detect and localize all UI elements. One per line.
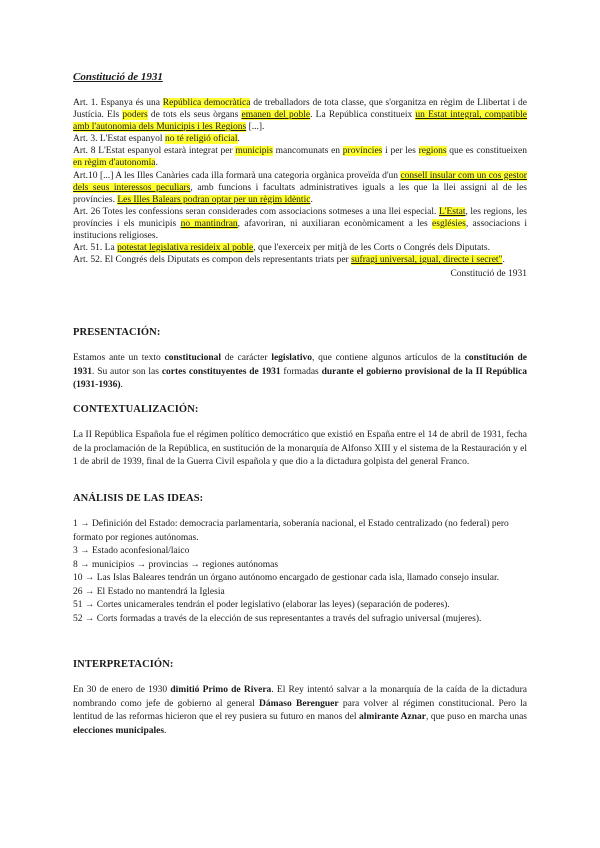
list-item: 8 → municipios → provincias → regiones autónomas [73,559,279,570]
body-text: formadas [280,366,322,377]
highlight: emanen del poble [241,110,311,121]
body-text: . [164,725,167,736]
highlight: República democràtica [162,98,251,108]
body-text: . Su autor son las [92,366,162,377]
article-text: Art. 51. La [73,243,118,254]
article-text: de treballadors de tota classe, que s'organitza en règim de Llibertat i de Justícia. Els [73,98,527,121]
document-title: Constitució de 1931 [73,71,163,83]
article-text: Art.10 [...] A les Illes Canàries cada illa formarà una categoria orgànica proveïda d'un [73,170,401,181]
bold-term: constitucional [164,353,222,363]
article-text: , afavoriran, ni auxiliaran econòmicament a les [237,218,433,229]
article-text: . [310,194,313,205]
article-text: , associacions i institucions religioses. [73,218,527,242]
bold-term: elecciones municipales [73,725,165,736]
list-item: 26 → El Estado no mantendrá la Iglesia [73,586,225,597]
bold-term: almirante Aznar [359,712,426,722]
highlight: poders [122,110,148,121]
highlight: L'Estat [438,206,466,217]
constitution-excerpt [73,97,527,280]
interpretation-section [73,684,527,738]
body-text: de carácter [221,353,272,363]
article-text: Art. 3. L'Estat espanyol [73,134,165,145]
list-item: 52 → Corts formadas a través de la elección de sus representantes a través del sufragio universal (mujeres). [73,613,482,624]
article-text: . [155,158,158,169]
bold-term: durante el gobierno provisional de la II República (1931-1936) [73,366,527,390]
body-text: . [120,380,123,390]
highlight: sufragi universal, igual, directe i secret" [351,255,503,266]
article-3 [73,133,527,145]
article-text: Art. 1. Espanya és una [73,98,163,108]
article-10 [73,170,527,206]
contextualization-heading: CONTEXTUALIZACIÓN: [73,404,199,415]
article-text: de tots els seus òrgans [147,110,242,121]
excerpt-source: Constitució de 1931 [450,269,527,280]
body-text: , que puso en marcha unas [425,712,527,722]
analysis-heading: ANÁLISIS DE LAS IDEAS: [73,493,204,504]
bold-term: Dámaso Berenguer [259,698,339,709]
interpretation-paragraph [73,684,527,738]
body-text: para volver al régimen constitucional. Pero la lentitud de las reformas hicieron que el rey pusiera su futuro en manos del [73,698,527,722]
bold-term: cortes constituyentes de 1931 [161,366,281,377]
article-1 [73,97,527,133]
article-text: . [237,134,240,145]
article-8 [73,145,527,169]
interpretation-heading: INTERPRETACIÓN: [73,659,174,670]
body-text: . El Rey intentó salvar a la monarquía de la caída de la dictadura nombrando como jefe de gobierno al general [73,685,527,709]
article-text: [...]. [246,122,265,133]
analysis-list [73,518,527,626]
article-text: . [502,255,505,266]
article-text: Art. 8 L'Estat espanyol estarà integrat per [73,146,236,157]
article-text: , les regions, les províncies i els municipis [73,206,527,229]
article-text: . La República constitueix [310,110,416,121]
highlight: Les Illes Balears podran optar per un règim idèntic [117,194,311,205]
bold-term: constitución de 1931 [73,353,527,377]
presentation-paragraph [73,352,527,393]
bold-term: legislativo [271,353,312,363]
list-item: 3 → Estado aconfesional/laico [73,546,190,556]
list-item: 10 → Las Islas Baleares tendrán un órgano autónomo encargado de gestionar cada isla, llamado consejo insular. [73,573,499,583]
article-text: , amb funcions i facultats administratives iguals a les que la llei assigni al de les províncies. [73,182,527,205]
highlight: un Estat integral, compatible amb l'autonomia dels Municipis i les Regions [73,110,527,133]
list-item: 51 → Cortes unicamerales tendrán el poder legislativo (elaborar las leyes) (separación de poderes). [73,600,450,610]
highlight: no mantindran [180,218,238,229]
highlight: municipis [235,146,273,157]
contextualization-section [73,429,527,470]
presentation-heading: PRESENTACIÓN: [73,327,161,338]
highlight: potestat legislativa resideix al poble [117,243,254,254]
article-text: que es constitueixen [446,146,527,157]
article-51 [73,242,527,254]
presentation-section [73,352,527,393]
list-item: 1 → Definición del Estado: democracia parlamentaria, soberanía nacional, el Estado centralizado (no federal) pero formato por regiones autónomas. [73,519,509,543]
bold-term: dimitió Primo de Rivera [170,685,272,695]
article-text: , que l'exerceix per mitjà de les Corts o Congrés dels Diputats. [253,243,490,254]
article-text: Art. 26 Totes les confessions seran considerades com associacions sotmeses a una llei especial. [73,206,439,217]
body-text: Estamos ante un texto [73,353,165,363]
highlight: províncies [342,146,383,157]
highlight: no té religió oficial [164,134,238,145]
article-text: Art. 52. El Congrés dels Diputats es compon dels representants triats per [73,255,352,266]
highlight: en règim d'autonomia [73,158,156,169]
article-52 [73,254,527,266]
article-26 [73,206,527,242]
highlight: consell insular com un cos gestor dels seus interessos peculiars [73,170,527,193]
contextualization-paragraph: La II República Española fue el régimen político democrático que existió en España entre el 14 de abril de 1931, fecha de la proclamación de la República, en sustitución de la monarquía de Alfonso XIII y el sistema de la Restauración y el 1 de abril de 1939, final de la Guerra Civil española y que dio a la dictadura golpista del general Franco. [73,430,527,467]
highlight: regions [418,146,447,157]
highlight: esglésies [432,218,466,229]
body-text: , que contiene algunos artículos de la [311,353,465,363]
body-text: En 30 de enero de 1930 [73,685,171,695]
article-text: mancomunats en [272,146,343,157]
article-text: i per les [382,146,419,157]
